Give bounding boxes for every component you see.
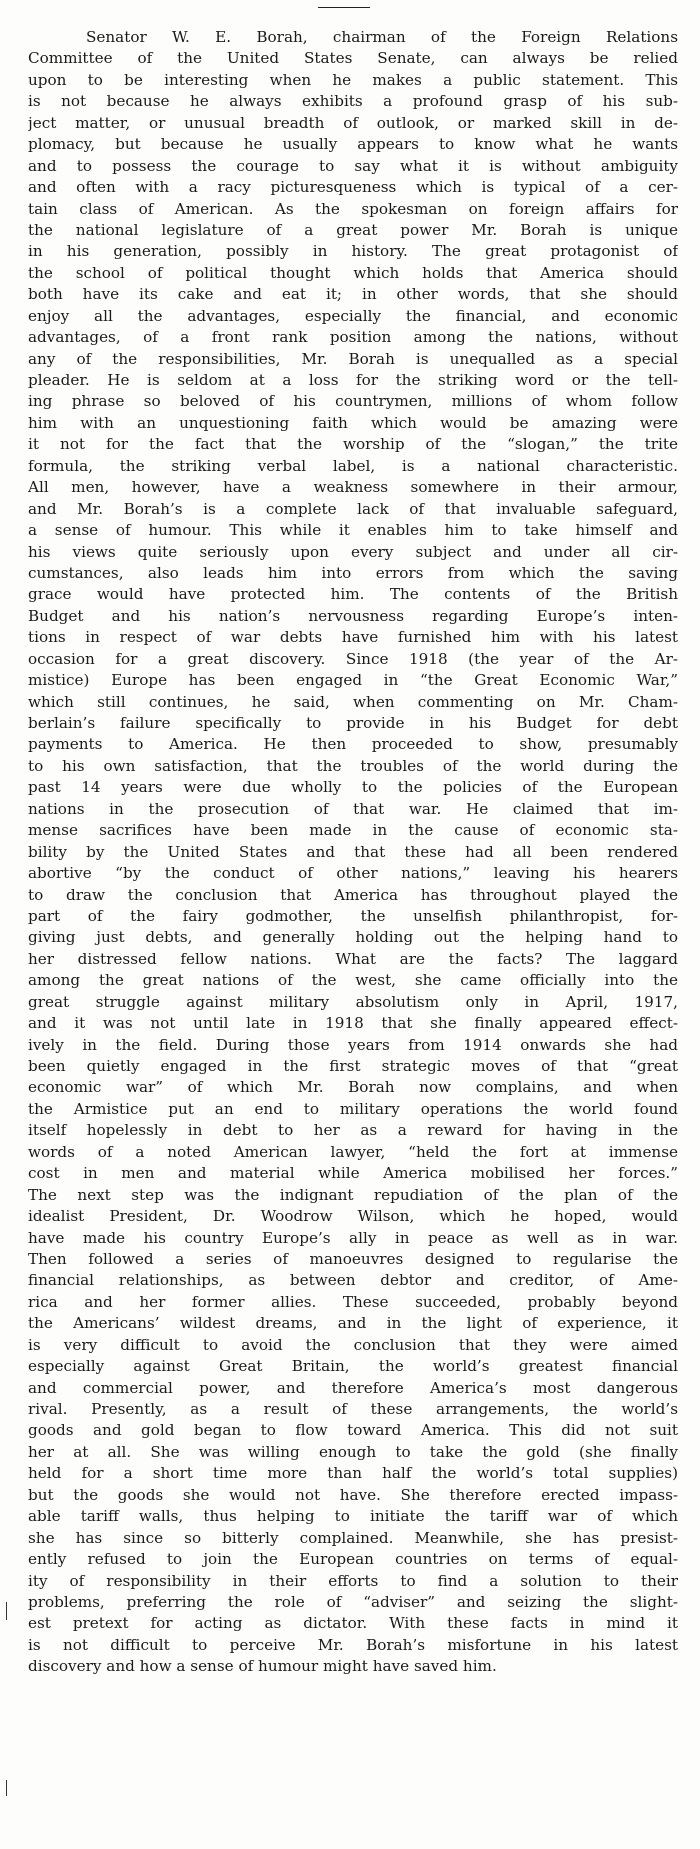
text-line: Budget and his nation’s nervousness regarding Europe’s inten- <box>28 606 678 625</box>
text-line: mistice) Europe has been engaged in “the Great Economic War,” <box>28 671 678 690</box>
text-line: giving just debts, and generally holding out the helping hand to <box>28 928 678 947</box>
text-line: ject matter, or unusual breadth of outlook, or marked skill in de- <box>28 113 678 132</box>
margin-mark <box>6 1780 7 1796</box>
text-line: and Mr. Borah’s is a complete lack of that invaluable safeguard, <box>28 499 678 518</box>
text-line: occasion for a great discovery. Since 1918 (the year of the Ar- <box>28 649 678 668</box>
text-line: pleader. He is seldom at a loss for the striking word or the tell- <box>28 371 678 389</box>
text-line: his views quite seriously upon every subject and under all cir- <box>28 542 678 561</box>
top-divider-rule <box>318 7 370 8</box>
text-line: and it was not until late in 1918 that she finally appeared effect- <box>28 1014 678 1033</box>
text-line: Senator W. E. Borah, chairman of the Foreign Relations <box>86 28 678 46</box>
text-line: her at all. She was willing enough to take the gold (she finally <box>28 1442 678 1461</box>
text-line: est pretext for acting as dictator. With these facts in mind it <box>28 1614 678 1633</box>
text-line: the school of political thought which holds that America should <box>28 263 678 282</box>
text-line: economic war” of which Mr. Borah now complains, and when <box>28 1078 678 1097</box>
text-line: she has since so bitterly complained. Meanwhile, she has presist- <box>28 1528 678 1547</box>
text-line: able tariff walls, thus helping to initiate the tariff war of which <box>28 1507 678 1526</box>
text-line: itself hopelessly in debt to her as a reward for having in the <box>28 1121 678 1140</box>
article-body <box>28 27 678 1678</box>
text-line: is not because he always exhibits a profound grasp of his sub- <box>28 92 678 111</box>
text-line: ently refused to join the European countries on terms of equal- <box>28 1550 678 1569</box>
text-line: and to possess the courage to say what it is without ambiguity <box>28 156 678 175</box>
text-line: and often with a racy picturesqueness which is typical of a cer- <box>28 178 678 197</box>
text-line: it not for the fact that the worship of the “slogan,” the trite <box>28 435 678 454</box>
text-line: the national legislature of a great power Mr. Borah is unique <box>28 220 678 239</box>
text-line: discovery and how a sense of humour might have saved him. <box>28 1657 497 1676</box>
text-line: Then followed a series of manoeuvres designed to regularise the <box>28 1249 678 1268</box>
text-line: advantages, of a front rank position among the nations, without <box>28 328 678 347</box>
text-line: part of the fairy godmother, the unselfish philanthropist, for- <box>28 906 678 925</box>
text-line: enjoy all the advantages, especially the financial, and economic <box>28 306 678 325</box>
text-line: both have its cake and eat it; in other words, that she should <box>28 285 678 304</box>
text-line: among the great nations of the west, she came officially into the <box>28 971 678 990</box>
text-line: problems, preferring the role of “adviser” and seizing the slight- <box>28 1592 678 1611</box>
text-line: to draw the conclusion that America has throughout played the <box>28 885 678 904</box>
text-line: words of a noted American lawyer, “held the fort at immense <box>28 1142 678 1161</box>
text-line: the Americans’ wildest dreams, and in the light of experience, it <box>28 1314 678 1333</box>
text-line: in his generation, possibly in history. The great protagonist of <box>28 242 678 261</box>
text-line: have made his country Europe’s ally in peace as well as in war. <box>28 1228 678 1247</box>
text-line: idealist President, Dr. Woodrow Wilson, which he hoped, would <box>28 1207 678 1226</box>
text-line: tain class of American. As the spokesman on foreign affairs for <box>28 199 678 218</box>
text-line: is very difficult to avoid the conclusion that they were aimed <box>28 1335 678 1354</box>
text-line: ity of responsibility in their efforts to find a solution to their <box>28 1571 678 1590</box>
text-line: any of the responsibilities, Mr. Borah is unequalled as a special <box>28 349 678 368</box>
text-line: bility by the United States and that these had all been rendered <box>28 842 678 861</box>
text-line: payments to America. He then proceeded to show, presumably <box>28 735 678 754</box>
text-line: past 14 years were due wholly to the policies of the European <box>28 778 678 797</box>
margin-mark <box>6 1602 7 1620</box>
text-line: especially against Great Britain, the world’s greatest financial <box>28 1357 678 1376</box>
text-line: ively in the field. During those years from 1914 onwards she had <box>28 1035 678 1054</box>
text-line: Committee of the United States Senate, can always be relied <box>28 49 678 68</box>
text-line: abortive “by the conduct of other nations,” leaving his hearers <box>28 864 678 883</box>
text-line: berlain’s failure specifically to provide in his Budget for debt <box>28 714 678 732</box>
text-line: grace would have protected him. The contents of the British <box>28 585 678 604</box>
text-line: All men, however, have a weakness somewhere in their armour, <box>28 478 678 497</box>
text-line: her distressed fellow nations. What are the facts? The laggard <box>28 949 678 968</box>
text-line: the Armistice put an end to military operations the world found <box>28 1099 678 1118</box>
text-line: plomacy, but because he usually appears to know what he wants <box>28 135 678 154</box>
text-line: him with an unquestioning faith which would be amazing were <box>28 413 678 432</box>
text-line: to his own satisfaction, that the troubles of the world during the <box>28 756 678 775</box>
text-line: cost in men and material while America mobilised her forces.” <box>28 1164 678 1183</box>
text-line: been quietly engaged in the first strategic moves of that “great <box>28 1057 678 1075</box>
text-line: upon to be interesting when he makes a public statement. This <box>28 70 678 89</box>
text-line: goods and gold began to flow toward America. This did not suit <box>28 1421 678 1440</box>
text-line: mense sacrifices have been made in the cause of economic sta- <box>28 821 678 840</box>
text-line: rival. Presently, as a result of these arrangements, the world’s <box>28 1400 678 1418</box>
text-line: nations in the prosecution of that war. He claimed that im- <box>28 799 678 818</box>
text-line: cumstances, also leads him into errors from which the saving <box>28 563 678 582</box>
text-line: rica and her former allies. These succeeded, probably beyond <box>28 1292 678 1311</box>
text-line: The next step was the indignant repudiation of the plan of the <box>28 1185 678 1204</box>
text-line: formula, the striking verbal label, is a national characteristic. <box>28 456 678 475</box>
text-line: great struggle against military absolutism only in April, 1917, <box>28 992 678 1011</box>
text-line: held for a short time more than half the world’s total supplies) <box>28 1464 678 1483</box>
text-line: but the goods she would not have. She therefore erected impass- <box>28 1485 678 1504</box>
text-line: a sense of humour. This while it enables him to take himself and <box>28 521 678 540</box>
text-line: is not difficult to perceive Mr. Borah’s misfortune in his latest <box>28 1635 678 1654</box>
text-line: ing phrase so beloved of his countrymen, millions of whom follow <box>28 392 678 411</box>
text-line: which still continues, he said, when commenting on Mr. Cham- <box>28 692 678 711</box>
text-line: tions in respect of war debts have furnished him with his latest <box>28 628 678 647</box>
text-line: and commercial power, and therefore America’s most dangerous <box>28 1378 678 1397</box>
text-line: financial relationships, as between debtor and creditor, of Ame- <box>28 1271 678 1290</box>
